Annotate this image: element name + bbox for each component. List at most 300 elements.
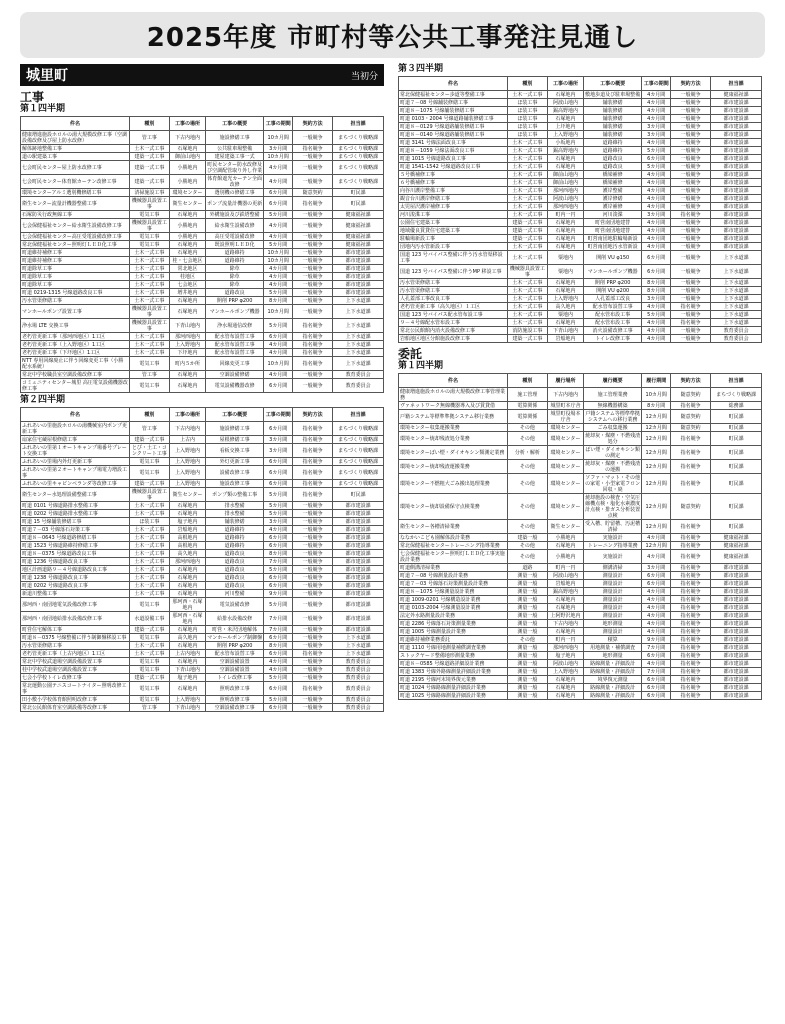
place-cell: 那珂西地内 [547, 203, 583, 211]
summary-cell: 排水整備 [206, 510, 264, 518]
period-cell: 4カ月間 [642, 319, 671, 327]
contract-cell: 一般競争 [293, 211, 333, 219]
type-cell: 土木一式工事 [507, 195, 547, 203]
summary-cell: 道路維持 [206, 534, 264, 542]
name-cell: 町道 0101 号線道路排水整備工事 [21, 502, 130, 510]
type-cell: ほ装工事 [507, 115, 547, 123]
department-cell: 都市建設課 [333, 626, 384, 634]
name-cell: 町道７－08 号線測量設計業務 [399, 572, 508, 580]
type-cell: 土木一式工事 [129, 265, 169, 273]
name-cell: 老朽管更新工事（上古内地区）1工区 [21, 650, 130, 658]
department-cell: 都市建設課 [711, 636, 762, 644]
period-cell: 5カ月間 [264, 696, 293, 704]
name-cell: 那珂西・南団地給排水設備改修工事 [21, 612, 130, 626]
period-cell: 6カ月間 [642, 265, 671, 279]
contract-cell: 一般競争 [293, 518, 333, 526]
contract-cell: 一般競争 [293, 241, 333, 249]
summary-cell: 施設修繕工事 [206, 131, 264, 145]
quarter-heading: 第２四半期 [20, 395, 66, 405]
contract-cell: 指名競争 [671, 596, 711, 604]
place-cell: 小勝地内 [169, 175, 205, 189]
type-cell: 水道設備工事 [129, 612, 169, 626]
department-cell: 都市建設課 [333, 550, 384, 558]
name-cell: 町道 0103・2004 号線道路舗装修繕工事 [399, 115, 508, 123]
table-row [399, 668, 762, 676]
contract-cell: 一般競争 [293, 598, 333, 612]
place-cell: 環境センター [547, 460, 583, 474]
contract-cell: 一般競争 [671, 179, 711, 187]
place-cell: 石塚地内 [169, 626, 205, 634]
summary-cell: 敷地歩道及び駐車場整備 [585, 91, 641, 98]
summary-cell: 河川整備 [206, 590, 264, 598]
place-cell: 石塚地内 [547, 692, 583, 700]
type-cell: その他 [507, 542, 547, 550]
table-row [399, 596, 762, 604]
construction-table-q2 [20, 407, 384, 712]
type-cell: 建築一式工事 [507, 335, 547, 343]
period-cell: 5カ月間 [264, 674, 293, 682]
summary-cell: 境界復元測量 [584, 676, 642, 684]
period-cell: 10カ月間 [264, 257, 293, 265]
summary-cell: 配水管布設替工事 [206, 650, 264, 658]
table-row [399, 227, 762, 235]
department-cell: 都市建設課 [711, 203, 762, 211]
type-cell: 土木一式工事 [507, 155, 547, 163]
name-cell: 町道７－08 号線舗装修繕工事 [399, 99, 508, 107]
contract-cell: 一般競争 [293, 305, 333, 319]
name-cell: ヴァネットワーク無線機器導入及び賃貸借 [399, 402, 508, 410]
department-cell: 都市建設課 [711, 588, 762, 596]
name-cell: 七会保健福祉センター照明灯ＬＥＤ化工事実施設計業務 [399, 550, 508, 564]
place-cell: 石塚地内 [169, 658, 205, 666]
period-cell: 8カ月間 [264, 550, 293, 558]
type-cell: 測量一般 [507, 620, 547, 628]
name-cell: 町道 1236 号線道路改良工事 [21, 558, 130, 566]
summary-cell: 看板交換工事 [206, 444, 264, 458]
name-cell: 町道 1523 号線道路維持修繕工事 [21, 542, 130, 550]
table-row [21, 297, 384, 305]
place-cell: 石塚地内 [169, 297, 205, 305]
summary-cell: 路線測量・詳細設計 [584, 660, 642, 668]
summary-cell: 地形測量 [584, 620, 642, 628]
name-cell: 町道 1005 号線測量設計業務 [399, 628, 508, 636]
department-cell: 都市建設課 [711, 195, 762, 203]
table-row [21, 510, 384, 518]
summary-cell: 空調設備改修工事 [206, 704, 264, 712]
department-cell: 健康福祉課 [333, 219, 384, 233]
department-cell: 都市建設課 [711, 107, 762, 115]
period-cell: 6カ月間 [642, 684, 671, 692]
summary-cell: 護岸整備 [584, 187, 642, 195]
name-cell: 環境センター焼却残渣運搬業務 [399, 460, 508, 474]
place-cell: 那珂西・石塚地内 [169, 612, 205, 626]
table-row [21, 658, 384, 666]
type-cell: 土木一式工事 [507, 211, 547, 219]
place-cell: 錫高野地内 [547, 588, 583, 596]
contract-cell: 一般競争 [293, 526, 333, 534]
period-cell: 3カ月間 [264, 436, 293, 444]
name-cell: 七会保健福祉センター給水衛生設備改修工事 [21, 219, 130, 233]
name-cell: ふれあいの里第２オートキャンプ場電力増設工事 [21, 466, 130, 480]
place-cell: 石塚地内 [169, 642, 205, 650]
table-row [399, 550, 762, 564]
type-cell: 土木一式工事 [507, 279, 547, 287]
place-cell: 環境センター [547, 474, 583, 494]
contract-cell: 指名競争 [671, 572, 711, 580]
column-header: 工事の概要 [206, 117, 264, 131]
place-cell: 石塚地内 [547, 604, 583, 612]
place-cell: 下古内地内 [547, 388, 583, 402]
period-cell: 6カ月間 [264, 197, 293, 211]
type-cell: その他 [507, 432, 547, 446]
department-cell: 都市建設課 [711, 187, 762, 195]
name-cell: 浄水場 LTE 交換工事 [21, 319, 130, 333]
department-cell: 上下水道課 [711, 295, 762, 303]
contract-cell: 一般競争 [293, 658, 333, 666]
department-cell: 都市建設課 [333, 590, 384, 598]
contract-cell: 一般競争 [671, 91, 711, 99]
department-cell: まちづくり戦略課 [333, 466, 384, 480]
type-cell: 施工管理 [507, 388, 547, 402]
period-cell: 5カ月間 [642, 311, 671, 319]
name-cell: 七会保健福祉センター高圧受電設備改修工事 [21, 233, 130, 241]
period-cell: 4カ月間 [642, 139, 671, 147]
type-cell: 測量一般 [507, 580, 547, 588]
period-cell: 5カ月間 [264, 502, 293, 510]
name-cell: 常北中学校職員室空調設備改修工事 [21, 371, 130, 379]
period-cell: 6カ月間 [264, 634, 293, 642]
name-cell: 町道８－0375 号線整備に伴う制御盤移設工事 [21, 634, 130, 642]
type-cell: 電気工事 [129, 357, 169, 371]
type-cell: 建築一式工事 [129, 436, 169, 444]
type-cell: 土木一式工事 [507, 179, 547, 187]
summary-cell: 町営・米沢団地解体 [206, 626, 264, 634]
type-cell: 土木一式工事 [507, 319, 547, 327]
name-cell: 衛生センター水処理設備整備工事 [21, 488, 130, 502]
place-cell: 上入野地内 [169, 466, 205, 480]
column-header: 工事の概要 [584, 77, 642, 91]
period-cell: 12カ月間 [642, 432, 671, 446]
department-cell: 都市建設課 [711, 684, 762, 692]
table-row [399, 287, 762, 295]
contract-cell: 一般競争 [671, 99, 711, 107]
name-cell: 町道 1541-1542 号線道路改良工事 [399, 163, 508, 171]
department-cell: まちづくり戦略課 [333, 422, 384, 436]
department-cell: 健康福祉課 [711, 542, 762, 550]
period-cell: 10カ月間 [642, 388, 671, 402]
summary-cell: 舗装修繕 [584, 115, 642, 123]
summary-cell: 建屋建築工事一式 [206, 153, 264, 161]
summary-cell: 実施設計 [584, 534, 642, 542]
type-cell: 建築一式工事 [507, 235, 547, 243]
summary-cell: 橋梁補修 [584, 179, 642, 187]
table-row [399, 243, 762, 251]
place-cell: 下青山地内 [169, 704, 205, 712]
contract-cell: 指名競争 [293, 488, 333, 502]
table-row [21, 666, 384, 674]
table-row [399, 588, 762, 596]
department-cell: 都市建設課 [711, 580, 762, 588]
column-header: 件名 [399, 77, 508, 91]
summary-cell: 消火設備改修工事 [584, 327, 642, 335]
department-cell: 上下水道課 [711, 251, 762, 265]
name-cell: 汚水管渠修繕工事 [399, 279, 508, 287]
place-cell: 御前山地内 [547, 171, 583, 179]
type-cell: 土木一式工事 [129, 650, 169, 658]
period-cell: 6カ月間 [642, 251, 671, 265]
type-cell: 建築一式工事 [129, 674, 169, 682]
contract-cell: 一般競争 [293, 502, 333, 510]
table-row [21, 357, 384, 371]
type-cell: 建築一式工事 [129, 153, 169, 161]
place-cell: 岩船地内 [547, 580, 583, 588]
period-cell: 4カ月間 [264, 281, 293, 289]
period-cell: 4カ月間 [642, 171, 671, 179]
department-cell: 上下水道課 [333, 333, 384, 341]
type-cell: 土木一式工事 [129, 281, 169, 289]
table-row [399, 115, 762, 123]
department-cell: 上下水道課 [333, 634, 384, 642]
type-cell: その他 [507, 550, 547, 564]
name-cell: ストックヤード整備地形測量業務 [399, 652, 508, 660]
summary-cell: 配水管布設替工事 [206, 333, 264, 341]
summary-cell: 開削 PRP φ200 [206, 297, 264, 305]
summary-cell: 測量設計 [584, 588, 642, 596]
table-row [21, 574, 384, 582]
summary-cell: 測量設計 [584, 628, 642, 636]
type-cell: 土木一式工事 [507, 311, 547, 319]
table-row [399, 203, 762, 211]
name-cell: 公園住宅建築工事 [399, 219, 508, 227]
name-cell: 桂中学校武道場空調設備設置工事 [21, 666, 130, 674]
table-row [21, 371, 384, 379]
place-cell: 町内一円 [547, 636, 583, 644]
type-cell: 電気工事 [129, 458, 169, 466]
summary-cell: ソファ・マット・その他の家電・小型家電フロン回収・廃 [585, 474, 641, 493]
type-cell: 機械器具設置工事 [507, 265, 547, 279]
place-cell: 粟地内 [547, 265, 583, 279]
department-cell: 教育委員会 [333, 379, 384, 393]
period-cell: 4カ月間 [642, 588, 671, 596]
contract-cell: 指名競争 [671, 303, 711, 311]
name-cell: 町道 1238 号線道路改良工事 [21, 574, 130, 582]
period-cell: 6カ月間 [264, 704, 293, 712]
contract-cell: 指名競争 [293, 197, 333, 211]
table-row [399, 474, 762, 494]
table-row [21, 257, 384, 265]
contract-cell: 指名競争 [671, 684, 711, 692]
type-cell: 機械器具設置工事 [129, 319, 169, 333]
contract-cell: 指名競争 [671, 644, 711, 652]
name-cell: 観音台川護岸修繕工事 [399, 195, 508, 203]
department-cell: まちづくり戦略課 [333, 436, 384, 444]
page-title: 2025年度 市町村等公共工事発注見通し [20, 12, 765, 58]
department-cell: 町民課 [711, 520, 762, 534]
name-cell: 団地内汚水管新設工事 [399, 243, 508, 251]
contract-cell: 指名競争 [671, 460, 711, 474]
town-banner [20, 64, 384, 86]
contract-cell: 一般競争 [293, 612, 333, 626]
department-cell: 上下水道課 [333, 642, 384, 650]
name-cell: 新道川整備工事 [21, 590, 130, 598]
period-cell: 4カ月間 [642, 628, 671, 636]
department-cell: 教育委員会 [333, 371, 384, 379]
table-row [21, 211, 384, 219]
name-cell: 環境センター焼却残渣処分業務 [399, 432, 508, 446]
column-header: 担当課 [333, 408, 384, 422]
contract-cell: 一般競争 [671, 147, 711, 155]
type-cell: その他 [507, 636, 547, 644]
name-cell: ５号橋補修工事 [399, 171, 508, 179]
place-cell: 石塚地内 [547, 115, 583, 123]
table-row [21, 598, 384, 612]
table-row [399, 620, 762, 628]
type-cell: 土木一式工事 [129, 642, 169, 650]
table-row [399, 410, 762, 424]
place-cell: 衛生センター [547, 520, 583, 534]
name-cell: 町道８－0129 号線道路舗装修繕工事 [399, 123, 508, 131]
department-cell: 都市建設課 [711, 235, 762, 243]
department-cell: 都市建設課 [711, 652, 762, 660]
type-cell: 土木一式工事 [507, 251, 547, 265]
consignment-table-q1 [398, 373, 762, 700]
period-cell: 4カ月間 [642, 612, 671, 620]
contract-cell: 一般競争 [671, 265, 711, 279]
name-cell: 国道 123 号バイパス配水管布設工事 [399, 311, 508, 319]
type-cell: 測量一般 [507, 684, 547, 692]
period-cell: 4カ月間 [264, 273, 293, 281]
department-cell: まちづくり戦略課 [333, 458, 384, 466]
name-cell: 町道 1110 号線用地測量補償調査業務 [399, 644, 508, 652]
table-row [399, 604, 762, 612]
name-cell: 向谷川護岸整備工事 [399, 187, 508, 195]
name-cell: NTT 専用回線廃止に伴う回線変更工事（小勝配水系統） [21, 357, 130, 371]
place-cell: 下古内地内 [169, 422, 205, 436]
summary-cell: 道路維持 [206, 249, 264, 257]
place-cell: 上入野地内 [169, 444, 205, 458]
period-cell: 4カ月間 [642, 219, 671, 227]
column-header: 工事の概要 [206, 408, 264, 422]
name-cell: 汚水管渠修繕工事 [21, 642, 130, 650]
period-cell: 12カ月間 [642, 410, 671, 424]
name-cell: 汚水管渠修繕工事 [399, 287, 508, 295]
place-cell: 小勝地内 [169, 161, 205, 175]
summary-cell: 開削 VU φ200 [584, 287, 642, 295]
summary-cell: 受入槽、貯留槽、汚泥槽清掃 [585, 520, 641, 533]
period-cell: 3カ月間 [642, 564, 671, 572]
department-cell: 教育委員会 [333, 658, 384, 666]
place-cell: 町内５か所 [169, 357, 205, 371]
contract-cell: 一般競争 [671, 187, 711, 195]
period-cell: 5カ月間 [264, 319, 293, 333]
department-cell: 上下水道課 [333, 349, 384, 357]
period-cell: 6カ月間 [642, 692, 671, 700]
contract-cell: 一般競争 [293, 371, 333, 379]
contract-cell: 一般競争 [293, 566, 333, 574]
summary-cell: 舗装修繕 [584, 107, 642, 115]
name-cell: 解体跡地整備工事 [21, 145, 130, 153]
column-header: 件名 [21, 117, 130, 131]
name-cell: 七会町民センター屋上防水改修工事 [21, 161, 130, 175]
contract-cell: 一般競争 [293, 265, 333, 273]
summary-cell: 除草 [206, 281, 264, 289]
place-cell: 高久地内 [169, 550, 205, 558]
summary-cell: 施工管理業務 [584, 388, 642, 402]
period-cell: 5カ月間 [264, 241, 293, 249]
type-cell: 土木一式工事 [507, 243, 547, 251]
contract-cell: 一般競争 [671, 195, 711, 203]
table-row [21, 289, 384, 297]
department-cell: 都市建設課 [333, 289, 384, 297]
place-cell: 上圷地内 [547, 123, 583, 131]
name-cell: 扇家住宅蔵屋根修繕工事 [21, 436, 130, 444]
column-header: 契約方法 [671, 374, 711, 388]
table-row [399, 572, 762, 580]
type-cell: ほ装工事 [129, 518, 169, 526]
table-row [399, 402, 762, 410]
contract-cell: 指名競争 [293, 480, 333, 488]
table-row [399, 171, 762, 179]
contract-cell: 一般競争 [293, 273, 333, 281]
table-row [399, 219, 762, 227]
period-cell: 10カ月間 [264, 249, 293, 257]
department-cell: 教育委員会 [333, 682, 384, 696]
summary-cell: 道路改良 [584, 155, 642, 163]
construction-table-q1 [20, 116, 384, 393]
contract-cell: 一般競争 [671, 203, 711, 211]
table-row [21, 458, 384, 466]
contract-cell: 一般競争 [293, 153, 333, 161]
name-cell: ９－４号線配水管布設工事 [399, 319, 508, 327]
contract-cell: 一般競争 [671, 287, 711, 295]
table-row [21, 219, 384, 233]
name-cell: 環境センター焼却設備保守点検業務 [399, 494, 508, 520]
place-cell: 衛生センター [169, 197, 205, 211]
contract-cell: 一般競争 [293, 297, 333, 305]
table-row [399, 644, 762, 652]
department-cell: 都市建設課 [711, 123, 762, 131]
contract-cell: 一般競争 [293, 257, 333, 265]
contract-cell: 指名競争 [671, 542, 711, 550]
period-cell: 6カ月間 [264, 650, 293, 658]
department-cell: まちづくり戦略課 [333, 161, 384, 175]
type-cell: 電算関係 [507, 410, 547, 424]
place-cell: 衛生センター [169, 488, 205, 502]
department-cell: 都市建設課 [333, 574, 384, 582]
summary-cell: 道路維持 [584, 147, 642, 155]
place-cell: 石塚地内 [169, 241, 205, 249]
contract-cell: 随意契約 [671, 494, 711, 520]
type-cell: 測量一般 [507, 628, 547, 636]
department-cell: 都市建設課 [711, 572, 762, 580]
place-cell: 那珂西地内 [169, 558, 205, 566]
department-cell: 都市建設課 [333, 526, 384, 534]
place-cell: 環境センター [547, 494, 583, 520]
period-cell: 4カ月間 [642, 243, 671, 251]
department-cell: 健康福祉課 [333, 233, 384, 241]
table-row [21, 704, 384, 712]
table-row [21, 319, 384, 333]
summary-cell: 積算 [584, 636, 642, 644]
place-cell: 高根地内 [169, 542, 205, 550]
contract-cell: 一般競争 [293, 634, 333, 642]
department-cell: 都市建設課 [333, 265, 384, 273]
place-cell: 粟地内 [547, 251, 583, 265]
period-cell: 4カ月間 [264, 666, 293, 674]
contract-cell: 一般競争 [293, 379, 333, 393]
place-cell: 石塚地内 [169, 371, 205, 379]
name-cell: 町道８－1059 号線法面改良工事 [399, 147, 508, 155]
